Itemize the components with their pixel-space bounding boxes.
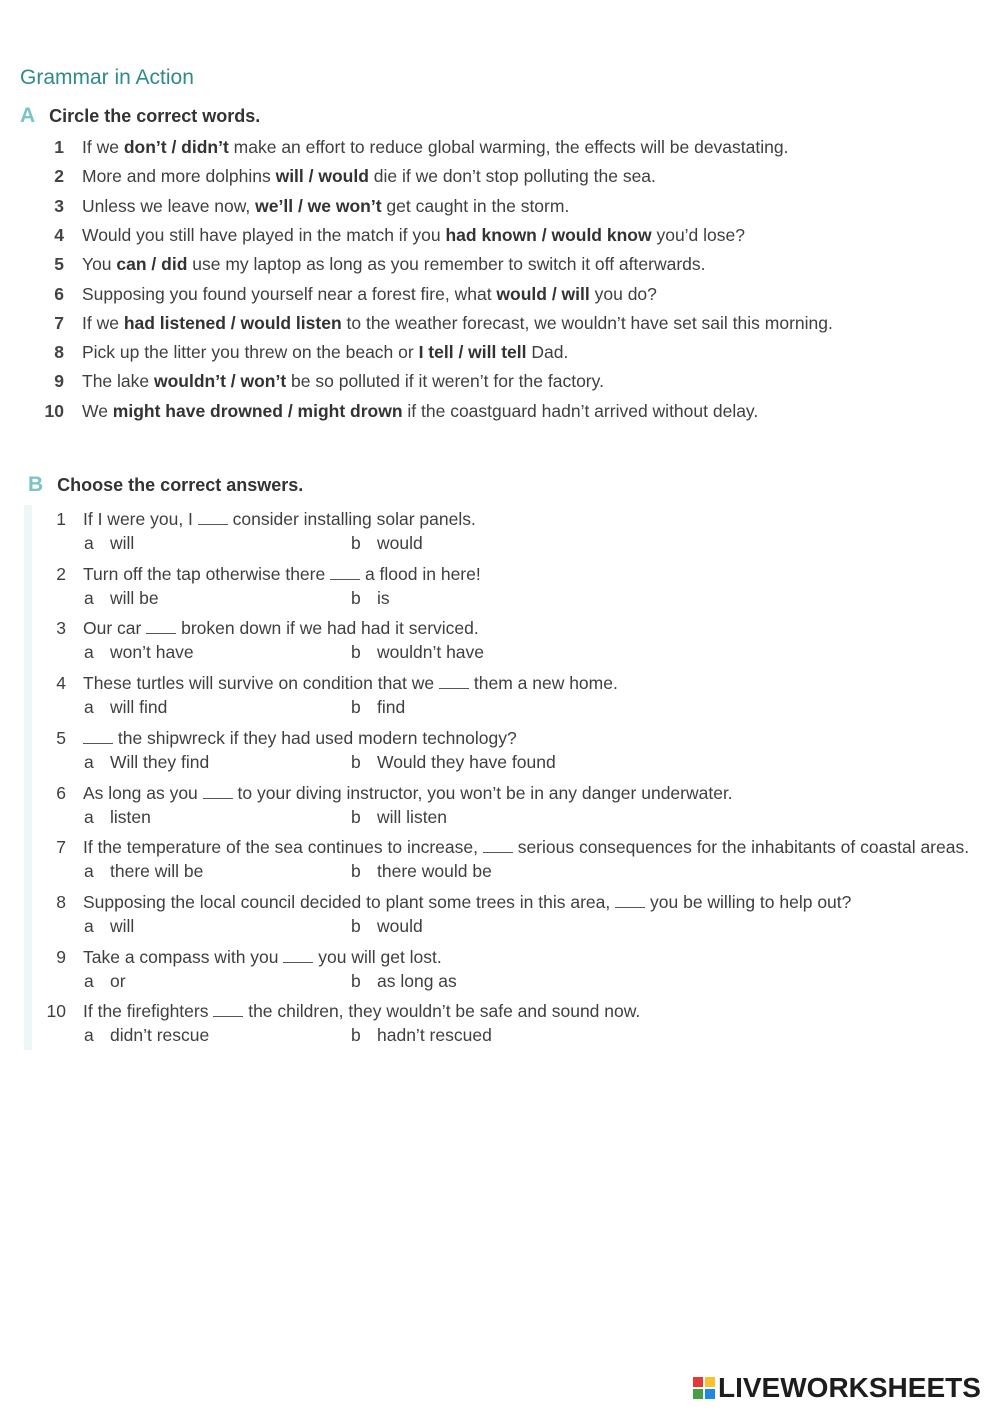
option-b[interactable] (351, 642, 484, 663)
item-sentence (82, 137, 788, 158)
option-a[interactable] (84, 916, 134, 937)
answer-blank[interactable] (198, 510, 228, 525)
word-choice[interactable]: we’ll / we won’t (255, 195, 382, 216)
word-choice[interactable]: would / will (496, 283, 590, 304)
item-sentence (82, 196, 569, 217)
option-a-label: a (84, 533, 94, 553)
question-end: you will get lost. (313, 946, 442, 967)
item-number: 5 (56, 727, 66, 748)
sentence-end: use my laptop as long as you remember to switch it off afterwards. (187, 254, 706, 275)
option-a-label: a (84, 642, 94, 663)
question-start: Turn off the tap otherwise there (83, 563, 331, 584)
option-b[interactable] (351, 588, 390, 609)
sentence-end: Dad. (526, 342, 569, 363)
sentence-end: to the weather forecast, we wouldn’t have set sail this morning. (341, 312, 833, 333)
option-b-text: hadn’t rescued (377, 1025, 492, 1046)
sentence-start: The lake (82, 371, 154, 392)
item-number: 5 (54, 254, 64, 275)
option-b[interactable] (351, 1025, 492, 1046)
option-b-label: b (351, 751, 361, 772)
question-end: to your diving instructor, you won’t be in any danger underwater. (232, 782, 733, 803)
section-b-header (28, 473, 303, 497)
item-number: 4 (54, 224, 64, 245)
word-choice[interactable]: had known / would know (445, 224, 652, 245)
item-number: 8 (56, 891, 66, 912)
question-start: Take a compass with you (83, 946, 284, 967)
option-b-text: find (377, 697, 406, 718)
sentence-start: Would you still have played in the match if you (82, 224, 446, 245)
option-a-text: will be (110, 587, 159, 608)
answer-blank[interactable] (439, 674, 469, 689)
question-text (83, 728, 517, 749)
answer-blank[interactable] (330, 565, 360, 580)
option-b-text: wouldn’t have (377, 642, 485, 663)
sentence-start: Pick up the litter you threw on the beach or (82, 342, 419, 363)
question-start: If the firefighters (83, 1001, 214, 1022)
question-end: them a new home. (469, 673, 618, 694)
question-start: Our car (83, 618, 147, 639)
option-a[interactable] (84, 588, 159, 609)
word-choice[interactable]: will / would (275, 166, 369, 187)
option-b-label: b (351, 642, 361, 663)
option-b[interactable] (351, 533, 423, 554)
answer-blank[interactable] (203, 784, 233, 799)
answer-blank[interactable] (146, 619, 176, 634)
word-choice[interactable]: I tell / will tell (418, 342, 527, 363)
option-b[interactable] (351, 752, 556, 773)
question-text (83, 618, 479, 639)
word-choice[interactable]: might have drowned / might drown (112, 400, 403, 421)
logo-square-2 (705, 1377, 715, 1387)
option-a[interactable] (84, 533, 134, 554)
option-a-label: a (84, 1025, 94, 1046)
item-number: 7 (54, 312, 64, 333)
section-b-heading: Choose the correct answers. (57, 474, 304, 495)
logo-square-3 (693, 1389, 703, 1399)
question-start: If I were you, I (83, 509, 198, 529)
option-a-label: a (84, 861, 94, 882)
option-a-label: a (84, 806, 94, 827)
question-text (83, 564, 481, 585)
word-choice[interactable]: wouldn’t / won’t (153, 371, 287, 392)
option-a-label: a (84, 587, 94, 608)
option-b-text: Would they have found (377, 751, 556, 772)
question-end: you be willing to help out? (645, 891, 852, 912)
option-b[interactable] (351, 697, 405, 718)
option-b-text: would (377, 533, 423, 553)
option-a-text: there will be (110, 861, 204, 882)
word-choice[interactable]: don’t / didn’t (123, 137, 229, 157)
section-a-header (20, 104, 260, 128)
option-a-text: will (110, 533, 135, 553)
item-number: 6 (54, 283, 64, 304)
option-b[interactable] (351, 916, 423, 937)
sentence-start: If we (82, 312, 124, 333)
item-sentence (82, 254, 706, 275)
item-sentence (82, 401, 758, 422)
option-a-text: didn’t rescue (110, 1025, 210, 1046)
logo-text: LIVEWORKSHEETS (718, 1372, 981, 1403)
item-sentence (82, 225, 745, 246)
option-a-text: or (110, 970, 126, 991)
option-b-label: b (351, 587, 361, 608)
option-a-text: listen (110, 806, 151, 827)
question-start: As long as you (83, 782, 203, 803)
option-b[interactable] (351, 971, 457, 992)
option-a-label: a (84, 970, 94, 991)
question-end: the shipwreck if they had used modern technology? (113, 727, 517, 748)
question-text (83, 673, 618, 694)
item-sentence (82, 166, 656, 187)
sentence-start: If we (82, 137, 124, 157)
item-sentence (82, 313, 833, 334)
question-text (83, 947, 442, 968)
item-number: 3 (56, 618, 66, 639)
answer-blank[interactable] (83, 729, 113, 744)
option-a[interactable] (84, 752, 209, 773)
option-b[interactable] (351, 861, 492, 882)
answer-blank[interactable] (213, 1002, 243, 1017)
sentence-start: More and more dolphins (82, 166, 276, 187)
question-end: a flood in here! (360, 563, 481, 584)
option-b-label: b (351, 970, 361, 991)
item-sentence (82, 342, 568, 363)
question-end: the children, they wouldn’t be safe and sound now. (243, 1001, 641, 1022)
option-b-label: b (351, 697, 361, 718)
option-b-text: there would be (377, 861, 492, 882)
question-text (83, 509, 476, 530)
item-number: 7 (56, 837, 66, 858)
option-a[interactable] (84, 1025, 209, 1046)
item-number: 9 (54, 371, 64, 392)
option-b-text: would (377, 915, 423, 936)
item-number: 4 (56, 673, 66, 694)
option-b-label: b (351, 533, 361, 553)
question-end: serious consequences for the inhabitants of coastal areas. (512, 837, 970, 858)
question-start: Supposing the local council decided to plant some trees in this area, (83, 891, 616, 912)
section-a-heading: Circle the correct words. (49, 105, 261, 126)
option-a-text: will (110, 915, 135, 936)
question-text (83, 892, 851, 913)
question-text (83, 783, 733, 804)
section-b-letter: B (28, 473, 44, 496)
logo-square-1 (693, 1377, 703, 1387)
option-a[interactable] (84, 861, 203, 882)
item-number: 10 (46, 1001, 66, 1022)
item-number: 3 (54, 195, 64, 216)
word-choice[interactable]: had listened / would listen (123, 312, 342, 333)
sentence-start: You (82, 254, 117, 275)
option-a-text: Will they find (110, 751, 210, 772)
logo-icon (693, 1377, 715, 1399)
answer-blank[interactable] (615, 893, 645, 908)
word-choice[interactable]: can / did (116, 254, 188, 275)
item-sentence (82, 284, 657, 305)
liveworksheets-logo (693, 1372, 981, 1404)
option-a-text: will find (110, 697, 168, 718)
question-start: If the temperature of the sea continues to increase, (83, 837, 483, 858)
sentence-start: Unless we leave now, (82, 195, 256, 216)
section-a-letter: A (20, 104, 36, 127)
option-b-text: as long as (377, 970, 457, 991)
option-b[interactable] (351, 807, 447, 828)
sentence-start: We (82, 400, 113, 421)
sentence-end: you do? (589, 283, 657, 304)
sentence-end: make an effort to reduce global warming, the effects will be devastating. (228, 137, 789, 157)
item-number: 1 (54, 137, 64, 157)
option-a[interactable] (84, 642, 194, 663)
answer-blank[interactable] (283, 948, 313, 963)
sentence-end: die if we don’t stop polluting the sea. (368, 166, 656, 187)
item-number: 9 (56, 946, 66, 967)
option-a-label: a (84, 751, 94, 772)
sentence-end: if the coastguard hadn’t arrived without delay. (402, 400, 759, 421)
option-a[interactable] (84, 971, 126, 992)
item-number: 2 (56, 563, 66, 584)
question-text (83, 837, 969, 858)
page-title: Grammar in Action (20, 66, 194, 89)
item-number: 6 (56, 782, 66, 803)
item-number: 10 (44, 400, 64, 421)
logo-square-4 (705, 1389, 715, 1399)
question-end: broken down if we had had it serviced. (176, 618, 479, 639)
sentence-end: you’d lose? (651, 224, 745, 245)
answer-blank[interactable] (483, 838, 513, 853)
option-a[interactable] (84, 807, 151, 828)
option-a-label: a (84, 915, 94, 936)
item-sentence (82, 371, 604, 392)
option-b-text: will listen (377, 806, 448, 827)
option-b-label: b (351, 1025, 361, 1046)
option-b-label: b (351, 861, 361, 882)
option-b-text: is (377, 587, 390, 608)
sentence-start: Supposing you found yourself near a forest fire, what (82, 283, 497, 304)
sentence-end: be so polluted if it weren’t for the factory. (286, 371, 604, 392)
question-end: consider installing solar panels. (227, 509, 476, 529)
option-a-label: a (84, 697, 94, 718)
option-b-label: b (351, 806, 361, 827)
item-number: 2 (54, 166, 64, 187)
sentence-end: get caught in the storm. (381, 195, 570, 216)
item-number: 1 (56, 509, 66, 529)
question-start: These turtles will survive on condition that we (83, 673, 439, 694)
option-a-text: won’t have (110, 642, 194, 663)
option-b-label: b (351, 915, 361, 936)
section-b-band (24, 505, 32, 1050)
item-number: 8 (54, 342, 64, 363)
question-text (83, 1001, 640, 1022)
option-a[interactable] (84, 697, 167, 718)
